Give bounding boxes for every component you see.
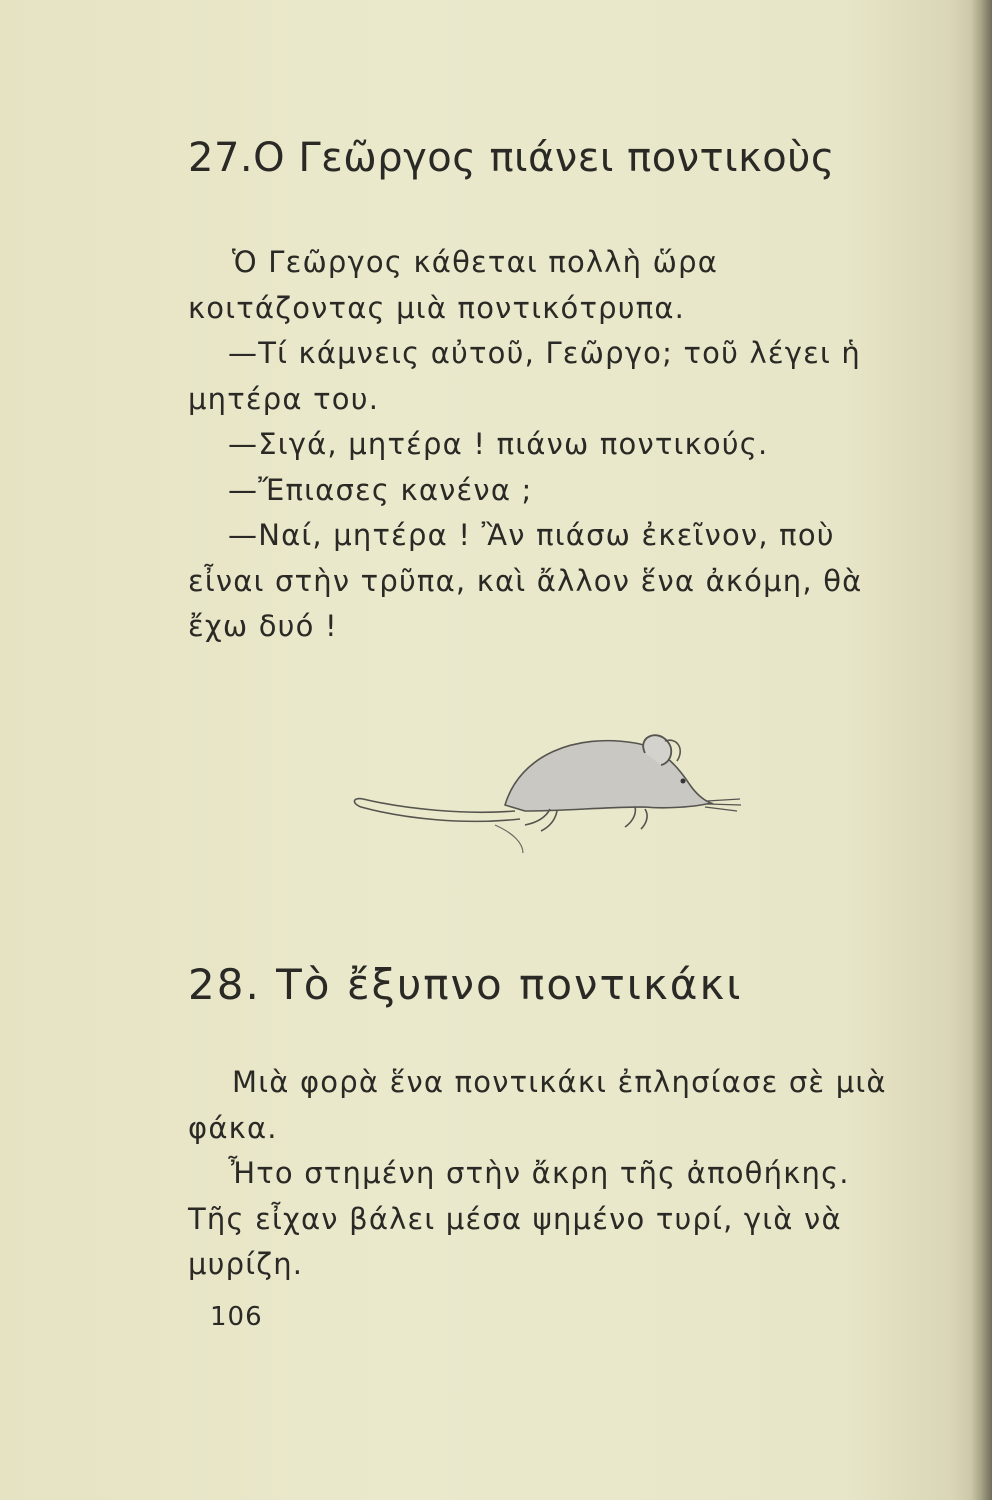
paragraph: —Ναί, μητέρα ! Ἂν πιάσω ἐκεῖνον, ποὺ εἶναι στὴν τρῦπα, καὶ ἄλλον ἕνα ἀκόμη, θὰ ἔχω δυό !	[188, 518, 863, 643]
paragraph: —Τί κάμνεις αὐτοῦ, Γεῶργο; τοῦ λέγει ἡ μητέρα του.	[188, 336, 861, 416]
story-28-text	[188, 1060, 908, 1288]
paragraph: Ἦτο στημένη στὴν ἄκρη τῆς ἀποθήκης. Τῆς εἶχαν βάλει μέσα ψημένο τυρί, γιὰ νὰ μυρίζη.	[188, 1156, 850, 1281]
paragraph: Ὁ Γεῶργος κάθεται πολλὴ ὥρα κοιτάζοντας μιὰ ποντικότρυπα.	[188, 245, 719, 325]
page-number: 106	[210, 1302, 263, 1332]
paragraph: —Σιγά, μητέρα ! πιάνω ποντικούς.	[228, 427, 769, 461]
mouse-icon	[345, 715, 745, 865]
story-27-title: 27.Ο Γεῶργος πιάνει ποντικοὺς	[188, 135, 835, 181]
book-spine	[970, 0, 992, 1500]
story-27-text	[188, 240, 908, 650]
paragraph: Μιὰ φορὰ ἕνα ποντικάκι ἐπλησίασε σὲ μιὰ φάκα.	[188, 1065, 887, 1145]
story-28-title: 28. Τὸ ἔξυπνο ποντικάκι	[188, 960, 743, 1009]
paragraph: —Ἔπιασες κανένα ;	[228, 472, 533, 507]
